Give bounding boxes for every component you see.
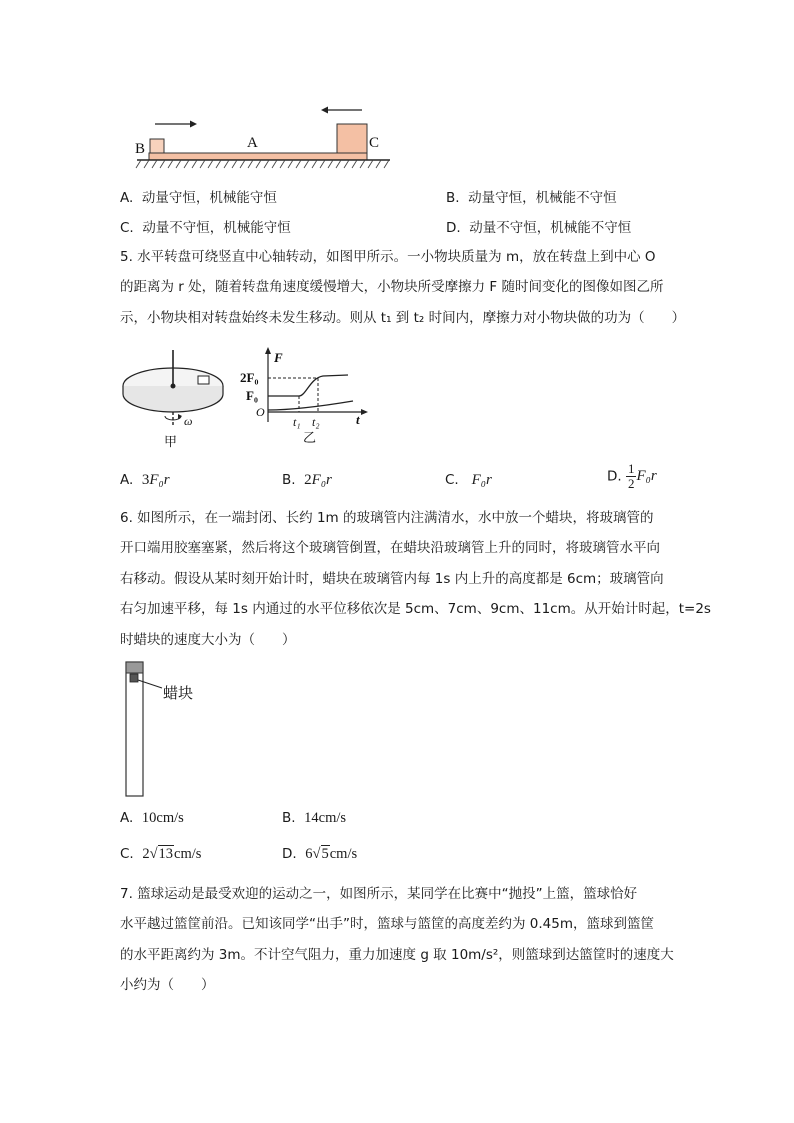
option-expr: F₀r	[636, 468, 657, 484]
q4-option-b	[446, 186, 617, 206]
q6-figure	[122, 660, 212, 800]
option-expr: F₀r	[149, 472, 170, 488]
q5-figure	[118, 342, 373, 450]
q5-option-c	[445, 472, 492, 489]
option-coef: 3	[141, 472, 150, 488]
q6-line-5: 时蜡块的速度大小为（ ）	[120, 632, 296, 648]
tick-t2: t₂	[312, 415, 320, 429]
option-text: 10cm/s	[141, 810, 184, 826]
board-a	[149, 153, 367, 160]
q6-line-4: 右匀加速平移，每 1s 内通过的水平位移依次是 5cm、7cm、9cm、11cm。从开始计时起，t=2s	[120, 601, 711, 617]
q5-option-d	[607, 462, 657, 491]
label-c: C	[369, 135, 380, 151]
q4-option-d	[446, 216, 631, 236]
option-letter: D.	[446, 220, 461, 236]
q7-line-4: 小约为（ ）	[120, 977, 215, 993]
option-unit: cm/s	[329, 846, 358, 862]
q7-line-3: 的水平距离约为 3m。不计空气阻力，重力加速度 g 取 10m/s²，则篮球到达篮筐时的速度大	[120, 947, 674, 963]
small-block	[198, 376, 209, 384]
tick-f0: F₀	[246, 388, 258, 403]
label-b: B	[135, 141, 146, 157]
option-text: 动量守恒，机械能不守恒	[468, 190, 617, 206]
q4-figure	[125, 98, 400, 173]
q6-line-2: 开口端用胶塞塞紧，然后将这个玻璃管倒置，在蜡块沿玻璃管上升的同时，将玻璃管水平向	[120, 540, 660, 556]
option-text: 动量不守恒，机械能守恒	[142, 220, 291, 236]
option-letter: D.	[282, 846, 297, 862]
tick-2f0: 2F₀	[240, 370, 259, 385]
radicand: 5	[321, 846, 329, 862]
option-letter: A.	[120, 810, 134, 826]
q4-option-a	[120, 186, 277, 206]
option-letter: C.	[120, 846, 134, 862]
option-coef: 2	[142, 846, 150, 862]
option-expr: F₀r	[311, 472, 332, 488]
option-letter: B.	[282, 472, 296, 488]
option-letter: A.	[120, 472, 134, 488]
q4-option-c	[120, 216, 291, 236]
q6-line-1: 6. 如图所示，在一端封闭、长约 1m 的玻璃管内注满清水，水中放一个蜡块，将玻璃管的	[120, 510, 654, 526]
axis-f-label: F	[274, 350, 283, 365]
right-arrow-icon	[155, 121, 197, 128]
option-text: 14cm/s	[304, 810, 347, 826]
radicand: 13	[158, 846, 174, 862]
option-letter: B.	[446, 190, 460, 206]
block-c	[337, 124, 367, 153]
label-jia: 甲	[164, 434, 178, 449]
option-expr: F₀r	[471, 472, 492, 488]
option-letter: D.	[607, 468, 622, 485]
q7-line-1: 7. 篮球运动是最受欢迎的运动之一，如图所示，某同学在比赛中“抛投”上篮，篮球恰好	[120, 886, 638, 902]
q6-option-b	[282, 810, 346, 827]
frac-denominator: 2	[627, 476, 635, 491]
q6-option-c	[120, 846, 201, 863]
q5-line-1: 5. 水平转盘可绕竖直中心轴转动，如图甲所示。一小物块质量为 m，放在转盘上到中心 O	[120, 249, 656, 265]
fraction-one-half	[626, 462, 637, 491]
block-b	[150, 139, 164, 153]
sqrt-icon: √	[312, 846, 321, 862]
label-yi: 乙	[303, 430, 317, 445]
q5-option-a	[120, 472, 170, 489]
omega-label: ω	[184, 414, 193, 428]
option-text: 动量不守恒，机械能不守恒	[469, 220, 632, 236]
q6-line-3: 右移动。假设从某时刻开始计时，蜡块在玻璃管内每 1s 内上升的高度都是 6cm；玻璃管向	[120, 571, 664, 587]
option-letter: B.	[282, 810, 296, 826]
wax-block	[130, 674, 138, 682]
rubber-stopper	[126, 662, 143, 673]
option-letter: C.	[445, 472, 459, 488]
q7-line-2: 水平越过篮筐前沿。已知该同学“出手”时，篮球与篮筐的高度差约为 0.45m，篮球到篮筐	[120, 916, 654, 932]
q6-option-a	[120, 810, 184, 827]
q5-line-3: 示，小物块相对转盘始终未发生移动。则从 t₁ 到 t₂ 时间内，摩擦力对小物块做的功为（ ）	[120, 310, 686, 326]
frac-numerator: 1	[627, 461, 635, 476]
option-coef: 6	[305, 846, 313, 862]
turntable	[123, 350, 223, 426]
option-coef: 2	[304, 472, 312, 488]
option-text: 动量守恒，机械能守恒	[141, 190, 277, 206]
label-a: A	[247, 135, 258, 151]
left-arrow-icon	[321, 107, 362, 114]
option-letter: A.	[120, 190, 134, 206]
q6-option-d	[282, 846, 357, 863]
origin-label: O	[256, 405, 265, 419]
option-letter: C.	[120, 220, 134, 236]
q5-line-2: 的距离为 r 处，随着转盘角速度缓慢增大，小物块所受摩擦力 F 随时间变化的图像如图乙所	[120, 279, 664, 295]
option-unit: cm/s	[174, 846, 202, 862]
tick-t1: t₁	[293, 415, 301, 429]
q5-option-b	[282, 472, 332, 489]
axis-t-label: t	[356, 412, 360, 427]
sqrt-icon: √	[149, 846, 158, 862]
wax-block-label: 蜡块	[163, 686, 194, 702]
